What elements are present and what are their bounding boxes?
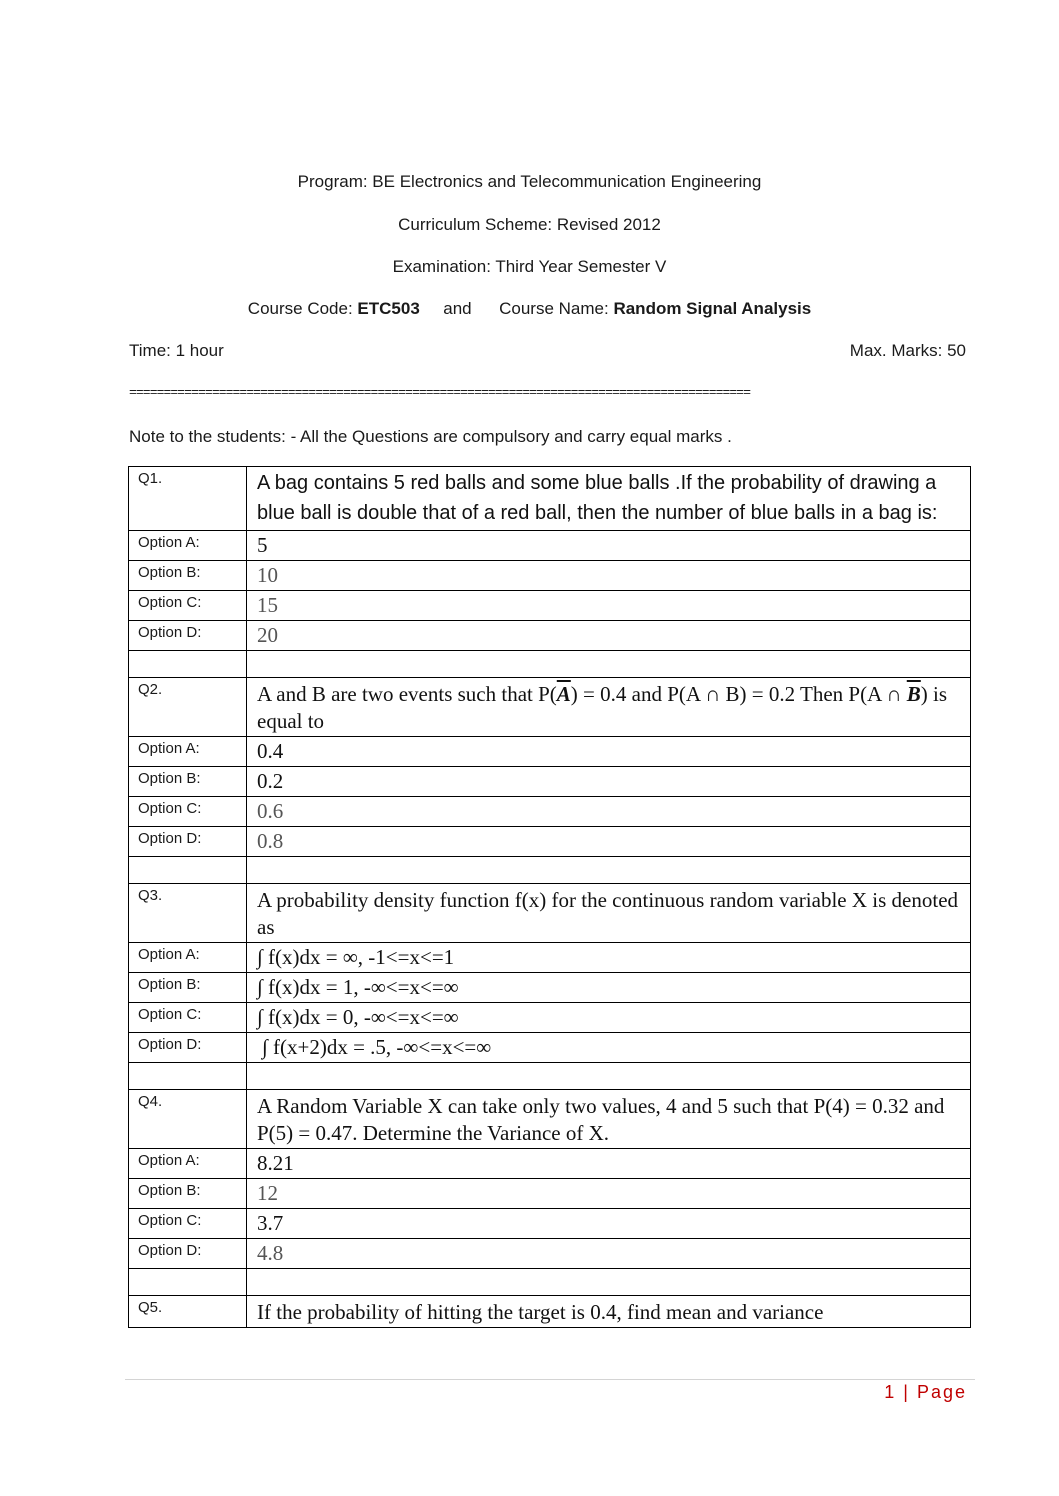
option-row xyxy=(129,1003,971,1033)
option-label: Option C: xyxy=(129,797,247,827)
option-label: Option A: xyxy=(129,1149,247,1179)
curriculum-line: Curriculum Scheme: Revised 2012 xyxy=(398,215,661,234)
student-note: Note to the students: - All the Questions are compulsory and carry equal marks . xyxy=(129,427,732,446)
option-label: Option B: xyxy=(129,561,247,591)
question-text-part: ) = 0.4 and P(A ∩ B) = 0.2 Then P(A ∩ xyxy=(570,682,907,706)
question-row xyxy=(129,1090,971,1149)
option-row xyxy=(129,737,971,767)
option-label: Option D: xyxy=(129,1239,247,1269)
page-separator: | xyxy=(903,1382,910,1402)
option-c-value: ∫ f(x)dx = 0, -∞<=x<=∞ xyxy=(247,1003,971,1033)
option-label: Option C: xyxy=(129,1003,247,1033)
question-text: A Random Variable X can take only two values, 4 and 5 such that P(4) = 0.32 and P(5) = 0.47. Determine the Variance of X. xyxy=(247,1090,971,1149)
option-d-value: ∫ f(x+2)dx = .5, -∞<=x<=∞ xyxy=(247,1033,971,1063)
question-number: Q2. xyxy=(129,678,247,737)
option-label: Option B: xyxy=(129,973,247,1003)
option-label: Option A: xyxy=(129,531,247,561)
question-text-part: ) is equal to xyxy=(257,682,948,733)
spacer-row xyxy=(129,651,971,678)
separator-line: ========================================================================================== xyxy=(129,385,751,400)
page-number: 1 xyxy=(884,1382,897,1402)
option-d-value: 4.8 xyxy=(247,1239,971,1269)
page-footer xyxy=(884,1382,967,1403)
question-row xyxy=(129,1296,971,1328)
question-text: A probability density function f(x) for the continuous random variable X is denoted as xyxy=(247,884,971,943)
question-row xyxy=(129,678,971,737)
question-number: Q1. xyxy=(129,467,247,531)
question-number: Q3. xyxy=(129,884,247,943)
option-a-value: 0.4 xyxy=(247,737,971,767)
program-line: Program: BE Electronics and Telecommunication Engineering xyxy=(297,172,762,191)
course-name: Random Signal Analysis xyxy=(613,299,812,318)
course-code-label: Course Code: xyxy=(247,299,353,318)
option-b-value: 0.2 xyxy=(247,767,971,797)
question-text xyxy=(247,678,971,737)
question-text-part: A and B are two events such that P( xyxy=(257,682,557,706)
option-c-value: 15 xyxy=(247,591,971,621)
question-text: If the probability of hitting the target is 0.4, find mean and variance xyxy=(247,1296,971,1328)
option-row xyxy=(129,767,971,797)
option-label: Option D: xyxy=(129,1033,247,1063)
questions-table xyxy=(128,466,971,1328)
option-label: Option A: xyxy=(129,943,247,973)
question-row xyxy=(129,467,971,531)
course-code: ETC503 xyxy=(357,299,420,318)
option-b-value: 10 xyxy=(247,561,971,591)
option-row xyxy=(129,943,971,973)
option-c-value: 3.7 xyxy=(247,1209,971,1239)
course-line xyxy=(0,299,1059,319)
question-text: A bag contains 5 red balls and some blue balls .If the probability of drawing a blue ball is double that of a red ball, then the number of blue balls in a bag is: xyxy=(247,467,971,531)
option-label: Option B: xyxy=(129,767,247,797)
option-row xyxy=(129,591,971,621)
option-a-value: 5 xyxy=(247,531,971,561)
option-label: Option D: xyxy=(129,827,247,857)
question-row xyxy=(129,884,971,943)
option-row xyxy=(129,1239,971,1269)
option-d-value: 0.8 xyxy=(247,827,971,857)
footer-divider xyxy=(125,1379,975,1380)
option-c-value: 0.6 xyxy=(247,797,971,827)
complement-a-symbol: $\overline{A}$ xyxy=(556,682,571,706)
option-row xyxy=(129,1179,971,1209)
option-row xyxy=(129,797,971,827)
option-label: Option C: xyxy=(129,1209,247,1239)
max-marks-label: Max. Marks: 50 xyxy=(849,341,966,360)
option-row xyxy=(129,1149,971,1179)
question-number: Q5. xyxy=(129,1296,247,1328)
course-name-label: Course Name: xyxy=(499,299,609,318)
option-d-value: 20 xyxy=(247,621,971,651)
spacer-row xyxy=(129,1269,971,1296)
page-word: Page xyxy=(916,1382,967,1402)
examination-line: Examination: Third Year Semester V xyxy=(392,257,667,276)
option-row xyxy=(129,973,971,1003)
option-a-value: ∫ f(x)dx = ∞, -1<=x<=1 xyxy=(247,943,971,973)
complement-b-symbol: $\overline{B}$ xyxy=(906,682,921,706)
option-label: Option D: xyxy=(129,621,247,651)
option-b-value: ∫ f(x)dx = 1, -∞<=x<=∞ xyxy=(247,973,971,1003)
option-label: Option B: xyxy=(129,1179,247,1209)
option-row xyxy=(129,827,971,857)
option-row xyxy=(129,1033,971,1063)
question-number: Q4. xyxy=(129,1090,247,1149)
option-row xyxy=(129,621,971,651)
option-row xyxy=(129,1209,971,1239)
time-label: Time: 1 hour xyxy=(129,341,224,360)
option-b-value: 12 xyxy=(247,1179,971,1209)
spacer-row xyxy=(129,857,971,884)
option-row xyxy=(129,561,971,591)
option-row xyxy=(129,531,971,561)
option-label: Option A: xyxy=(129,737,247,767)
spacer-row xyxy=(129,1063,971,1090)
and-word: and xyxy=(443,299,472,318)
option-a-value: 8.21 xyxy=(247,1149,971,1179)
option-label: Option C: xyxy=(129,591,247,621)
